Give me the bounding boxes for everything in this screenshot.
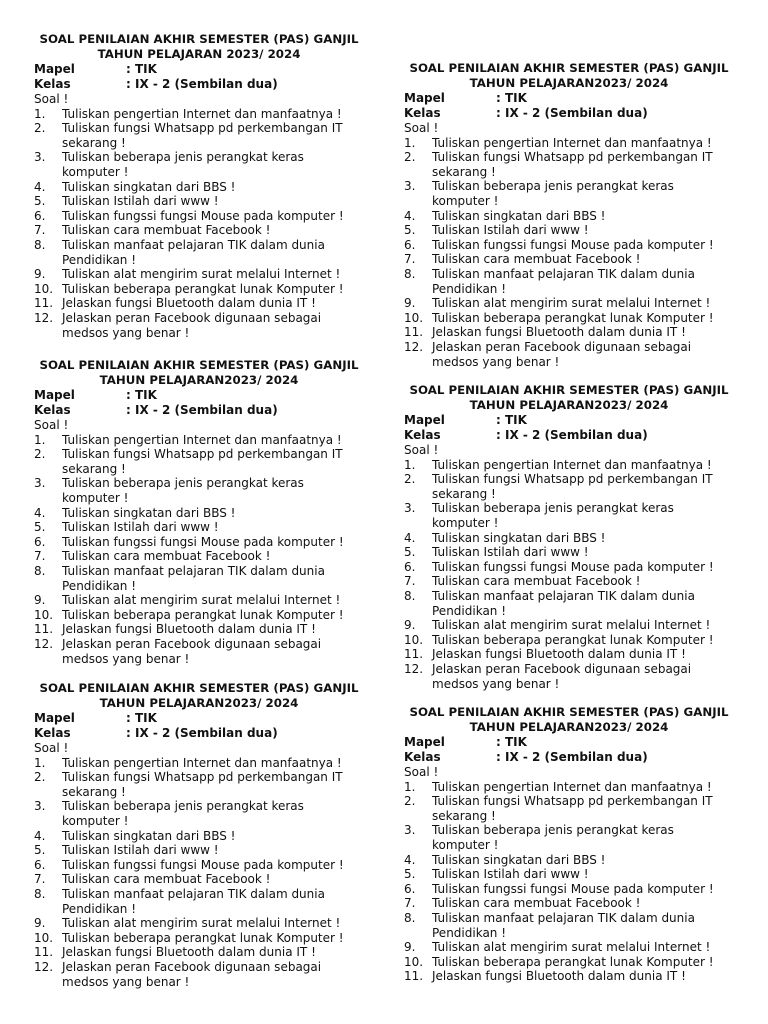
- question-number: 4.: [34, 505, 46, 520]
- question-item: [34, 622, 364, 637]
- question-number: 2.: [404, 150, 416, 165]
- question-item: [34, 223, 364, 238]
- question-number: 3.: [34, 476, 46, 491]
- question-number: 6.: [404, 559, 416, 574]
- question-item: [34, 887, 364, 916]
- question-text: Tuliskan manfaat pelajaran TIK dalam dunia Pendidikan !: [432, 266, 695, 296]
- question-number: 4.: [404, 208, 416, 223]
- question-item: [34, 799, 364, 828]
- question-item: [404, 252, 734, 267]
- question-number: 7.: [34, 872, 46, 887]
- question-item: [34, 433, 364, 448]
- exam-sheet: [404, 383, 734, 691]
- question-text: Tuliskan pengertian Internet dan manfaatnya !: [62, 432, 342, 447]
- question-text: Tuliskan alat mengirim surat melalui Internet !: [62, 593, 341, 608]
- question-number: 5.: [404, 223, 416, 238]
- question-item: [34, 296, 364, 311]
- question-number: 12.: [34, 310, 54, 325]
- question-text: Tuliskan fungsi Whatsapp pd perkembangan IT sekarang !: [62, 447, 343, 476]
- question-text: Jelaskan peran Facebook digunaan sebagai medsos yang benar !: [432, 661, 692, 691]
- question-item: [34, 506, 364, 521]
- kelas-row: Kelas : IX - 2 (Sembilan dua): [34, 726, 278, 740]
- question-number: 6.: [34, 534, 46, 549]
- exam-sheet: [404, 61, 734, 369]
- question-text: Tuliskan manfaat pelajaran TIK dalam dunia Pendidikan !: [62, 237, 325, 267]
- question-number: 10.: [34, 930, 54, 945]
- question-number: 2.: [404, 472, 416, 487]
- question-text: Tuliskan fungsi Whatsapp pd perkembangan IT sekarang !: [432, 794, 713, 823]
- question-number: 11.: [34, 296, 54, 311]
- question-item: [404, 853, 734, 868]
- mapel-row: Mapel : TIK: [404, 91, 527, 105]
- question-number: 2.: [34, 447, 46, 462]
- question-item: [404, 545, 734, 560]
- question-item: [404, 589, 734, 618]
- question-text: Tuliskan cara membuat Facebook !: [62, 223, 271, 238]
- question-text: Tuliskan beberapa jenis perangkat keras komputer !: [62, 150, 304, 179]
- question-number: 9.: [34, 267, 46, 282]
- question-text: Tuliskan fungssi fungsi Mouse pada komputer !: [62, 534, 344, 549]
- question-text: Tuliskan manfaat pelajaran TIK dalam dunia Pendidikan !: [62, 886, 325, 916]
- question-item: [34, 549, 364, 564]
- question-item: [34, 608, 364, 623]
- question-text: Jelaskan peran Facebook digunaan sebagai medsos yang benar !: [62, 310, 322, 340]
- question-item: [34, 931, 364, 946]
- question-text: Tuliskan beberapa perangkat lunak Komputer !: [432, 954, 714, 969]
- question-text: Tuliskan alat mengirim surat melalui Internet !: [432, 618, 711, 633]
- kelas-row: Kelas : IX - 2 (Sembilan dua): [404, 428, 648, 442]
- question-item: [34, 150, 364, 179]
- question-item: [34, 121, 364, 150]
- soal-label: Soal !: [404, 443, 439, 457]
- question-text: Tuliskan Istilah dari www !: [62, 194, 219, 209]
- question-item: [404, 969, 734, 984]
- question-item: [404, 179, 734, 208]
- exam-title: SOAL PENILAIAN AKHIR SEMESTER (PAS) GANJIL TAHUN PELAJARAN2023/ 2024: [409, 705, 729, 734]
- question-text: Tuliskan Istilah dari www !: [432, 545, 589, 560]
- question-text: Jelaskan peran Facebook digunaan sebagai medsos yang benar !: [432, 339, 692, 369]
- question-number: 11.: [404, 647, 424, 662]
- question-number: 10.: [34, 281, 54, 296]
- soal-label: Soal !: [404, 765, 439, 779]
- kelas-row: Kelas : IX - 2 (Sembilan dua): [34, 77, 278, 91]
- question-text: Tuliskan cara membuat Facebook !: [432, 574, 641, 589]
- question-number: 2.: [34, 121, 46, 136]
- question-number: 6.: [404, 237, 416, 252]
- question-number: 10.: [404, 954, 424, 969]
- question-item: [404, 794, 734, 823]
- question-text: Tuliskan cara membuat Facebook !: [62, 872, 271, 887]
- question-text: Tuliskan beberapa jenis perangkat keras komputer !: [62, 799, 304, 828]
- question-number: 2.: [404, 794, 416, 809]
- exam-title: SOAL PENILAIAN AKHIR SEMESTER (PAS) GANJIL TAHUN PELAJARAN2023/ 2024: [409, 383, 729, 412]
- question-text: Tuliskan beberapa jenis perangkat keras komputer !: [432, 179, 674, 208]
- question-number: 3.: [404, 823, 416, 838]
- question-text: Tuliskan fungsi Whatsapp pd perkembangan IT sekarang !: [432, 150, 713, 179]
- question-number: 3.: [34, 150, 46, 165]
- question-number: 10.: [404, 632, 424, 647]
- soal-label: Soal !: [34, 92, 69, 106]
- question-text: Tuliskan beberapa perangkat lunak Komputer !: [62, 930, 344, 945]
- question-item: [34, 267, 364, 282]
- question-item: [404, 911, 734, 940]
- exam-title: SOAL PENILAIAN AKHIR SEMESTER (PAS) GANJIL TAHUN PELAJARAN2023/ 2024: [409, 61, 729, 90]
- question-text: Tuliskan beberapa jenis perangkat keras komputer !: [432, 501, 674, 530]
- question-number: 2.: [34, 770, 46, 785]
- question-item: [404, 238, 734, 253]
- question-number: 12.: [404, 339, 424, 354]
- question-number: 5.: [34, 843, 46, 858]
- question-item: [404, 267, 734, 296]
- question-item: [404, 458, 734, 473]
- question-item: [34, 238, 364, 267]
- question-text: Tuliskan cara membuat Facebook !: [432, 252, 641, 267]
- question-item: [404, 311, 734, 326]
- question-number: 5.: [34, 194, 46, 209]
- question-text: Jelaskan peran Facebook digunaan sebagai medsos yang benar !: [62, 636, 322, 666]
- question-number: 7.: [34, 223, 46, 238]
- question-number: 1.: [404, 457, 416, 472]
- question-item: [34, 282, 364, 297]
- question-text: Tuliskan Istilah dari www !: [432, 867, 589, 882]
- question-text: Tuliskan fungssi fungsi Mouse pada komputer !: [432, 237, 714, 252]
- question-number: 1.: [404, 135, 416, 150]
- question-item: [404, 472, 734, 501]
- question-text: Tuliskan pengertian Internet dan manfaatnya !: [432, 779, 712, 794]
- question-item: [404, 296, 734, 311]
- question-text: Tuliskan alat mengirim surat melalui Internet !: [62, 267, 341, 282]
- mapel-row: Mapel : TIK: [34, 62, 157, 76]
- question-text: Tuliskan fungssi fungsi Mouse pada komputer !: [62, 857, 344, 872]
- kelas-row: Kelas : IX - 2 (Sembilan dua): [34, 403, 278, 417]
- question-number: 8.: [34, 886, 46, 901]
- question-text: Tuliskan manfaat pelajaran TIK dalam dunia Pendidikan !: [62, 563, 325, 593]
- mapel-row: Mapel : TIK: [34, 711, 157, 725]
- question-number: 12.: [34, 636, 54, 651]
- question-number: 8.: [404, 910, 416, 925]
- question-text: Tuliskan beberapa jenis perangkat keras komputer !: [62, 476, 304, 505]
- question-item: [34, 194, 364, 209]
- question-number: 7.: [34, 549, 46, 564]
- question-number: 10.: [34, 607, 54, 622]
- mapel-row: Mapel : TIK: [34, 388, 157, 402]
- question-number: 5.: [34, 520, 46, 535]
- question-text: Tuliskan fungsi Whatsapp pd perkembangan IT sekarang !: [62, 770, 343, 799]
- question-item: [404, 340, 734, 369]
- question-item: [34, 447, 364, 476]
- question-number: 3.: [34, 799, 46, 814]
- question-item: [404, 633, 734, 648]
- question-item: [34, 520, 364, 535]
- question-list: [34, 756, 364, 990]
- question-text: Tuliskan alat mengirim surat melalui Internet !: [432, 940, 711, 955]
- question-text: Jelaskan fungsi Bluetooth dalam dunia IT !: [62, 945, 316, 960]
- question-text: Tuliskan Istilah dari www !: [62, 520, 219, 535]
- question-item: [404, 955, 734, 970]
- question-text: Tuliskan singkatan dari BBS !: [62, 179, 236, 194]
- question-text: Tuliskan pengertian Internet dan manfaatnya !: [62, 755, 342, 770]
- exam-sheet: [404, 705, 734, 984]
- question-item: [34, 564, 364, 593]
- question-number: 10.: [404, 310, 424, 325]
- question-text: Tuliskan alat mengirim surat melalui Internet !: [62, 916, 341, 931]
- question-text: Tuliskan pengertian Internet dan manfaatnya !: [432, 135, 712, 150]
- question-text: Tuliskan beberapa perangkat lunak Komputer !: [432, 632, 714, 647]
- question-list: [34, 107, 364, 341]
- question-number: 4.: [404, 852, 416, 867]
- kelas-row: Kelas : IX - 2 (Sembilan dua): [404, 750, 648, 764]
- question-item: [34, 829, 364, 844]
- question-text: Tuliskan manfaat pelajaran TIK dalam dunia Pendidikan !: [432, 910, 695, 940]
- exam-title: SOAL PENILAIAN AKHIR SEMESTER (PAS) GANJIL TAHUN PELAJARAN2023/ 2024: [39, 681, 359, 710]
- question-text: Jelaskan fungsi Bluetooth dalam dunia IT !: [432, 647, 686, 662]
- question-text: Tuliskan singkatan dari BBS !: [432, 852, 606, 867]
- question-text: Tuliskan pengertian Internet dan manfaatnya !: [432, 457, 712, 472]
- question-item: [404, 940, 734, 955]
- question-item: [34, 593, 364, 608]
- question-item: [34, 180, 364, 195]
- question-number: 1.: [34, 432, 46, 447]
- question-text: Tuliskan singkatan dari BBS !: [62, 828, 236, 843]
- mapel-row: Mapel : TIK: [404, 735, 527, 749]
- question-number: 1.: [34, 755, 46, 770]
- question-item: [404, 209, 734, 224]
- question-item: [34, 960, 364, 989]
- question-item: [404, 501, 734, 530]
- question-item: [404, 780, 734, 795]
- question-item: [34, 916, 364, 931]
- question-text: Tuliskan fungsi Whatsapp pd perkembangan IT sekarang !: [432, 472, 713, 501]
- question-number: 9.: [34, 916, 46, 931]
- question-text: Tuliskan Istilah dari www !: [62, 843, 219, 858]
- question-item: [404, 531, 734, 546]
- question-text: Jelaskan fungsi Bluetooth dalam dunia IT !: [432, 969, 686, 984]
- question-text: Tuliskan fungssi fungsi Mouse pada komputer !: [432, 881, 714, 896]
- question-item: [34, 858, 364, 873]
- question-list: [404, 458, 734, 692]
- question-number: 9.: [34, 593, 46, 608]
- question-item: [404, 867, 734, 882]
- question-number: 9.: [404, 940, 416, 955]
- question-number: 8.: [404, 266, 416, 281]
- question-number: 7.: [404, 252, 416, 267]
- question-item: [404, 223, 734, 238]
- soal-label: Soal !: [34, 418, 69, 432]
- soal-label: Soal !: [34, 741, 69, 755]
- question-number: 8.: [404, 588, 416, 603]
- question-number: 11.: [34, 945, 54, 960]
- question-number: 6.: [404, 881, 416, 896]
- question-number: 1.: [34, 106, 46, 121]
- question-list: [34, 433, 364, 667]
- question-item: [34, 535, 364, 550]
- question-number: 12.: [34, 959, 54, 974]
- question-text: Jelaskan fungsi Bluetooth dalam dunia IT !: [432, 325, 686, 340]
- question-number: 11.: [404, 969, 424, 984]
- question-item: [404, 150, 734, 179]
- question-item: [404, 823, 734, 852]
- question-number: 6.: [34, 208, 46, 223]
- question-number: 9.: [404, 618, 416, 633]
- question-number: 4.: [404, 530, 416, 545]
- question-number: 4.: [34, 179, 46, 194]
- question-item: [404, 574, 734, 589]
- question-item: [404, 882, 734, 897]
- question-item: [404, 325, 734, 340]
- question-number: 5.: [404, 867, 416, 882]
- question-number: 8.: [34, 563, 46, 578]
- question-item: [404, 618, 734, 633]
- question-number: 9.: [404, 296, 416, 311]
- question-item: [404, 647, 734, 662]
- soal-label: Soal !: [404, 121, 439, 135]
- question-text: Jelaskan fungsi Bluetooth dalam dunia IT !: [62, 296, 316, 311]
- question-text: Jelaskan fungsi Bluetooth dalam dunia IT !: [62, 622, 316, 637]
- question-number: 1.: [404, 779, 416, 794]
- kelas-row: Kelas : IX - 2 (Sembilan dua): [404, 106, 648, 120]
- question-item: [34, 843, 364, 858]
- question-text: Tuliskan pengertian Internet dan manfaatnya !: [62, 106, 342, 121]
- question-item: [34, 637, 364, 666]
- question-text: Tuliskan beberapa jenis perangkat keras komputer !: [432, 823, 674, 852]
- question-number: 12.: [404, 661, 424, 676]
- question-text: Tuliskan manfaat pelajaran TIK dalam dunia Pendidikan !: [432, 588, 695, 618]
- question-item: [404, 896, 734, 911]
- question-text: Tuliskan beberapa perangkat lunak Komputer !: [62, 607, 344, 622]
- question-item: [404, 136, 734, 151]
- question-text: Tuliskan beberapa perangkat lunak Komputer !: [62, 281, 344, 296]
- question-text: Jelaskan peran Facebook digunaan sebagai medsos yang benar !: [62, 959, 322, 989]
- question-number: 8.: [34, 237, 46, 252]
- question-text: Tuliskan singkatan dari BBS !: [62, 505, 236, 520]
- question-text: Tuliskan fungssi fungsi Mouse pada komputer !: [432, 559, 714, 574]
- question-number: 5.: [404, 545, 416, 560]
- question-item: [404, 662, 734, 691]
- question-text: Tuliskan fungssi fungsi Mouse pada komputer !: [62, 208, 344, 223]
- exam-sheet: [34, 32, 364, 340]
- question-list: [404, 136, 734, 370]
- question-item: [34, 770, 364, 799]
- exam-sheet: [34, 681, 364, 989]
- question-item: [34, 107, 364, 122]
- question-item: [34, 476, 364, 505]
- question-text: Tuliskan Istilah dari www !: [432, 223, 589, 238]
- question-text: Tuliskan beberapa perangkat lunak Komputer !: [432, 310, 714, 325]
- question-item: [34, 209, 364, 224]
- question-item: [34, 756, 364, 771]
- question-number: 3.: [404, 179, 416, 194]
- question-number: 7.: [404, 574, 416, 589]
- exam-sheet: [34, 358, 364, 666]
- question-item: [34, 945, 364, 960]
- question-item: [404, 560, 734, 575]
- question-item: [34, 872, 364, 887]
- question-text: Tuliskan singkatan dari BBS !: [432, 530, 606, 545]
- question-text: Tuliskan alat mengirim surat melalui Internet !: [432, 296, 711, 311]
- exam-title: SOAL PENILAIAN AKHIR SEMESTER (PAS) GANJIL TAHUN PELAJARAN2023/ 2024: [39, 358, 359, 387]
- mapel-row: Mapel : TIK: [404, 413, 527, 427]
- question-list: [404, 780, 734, 984]
- question-text: Tuliskan singkatan dari BBS !: [432, 208, 606, 223]
- question-number: 7.: [404, 896, 416, 911]
- question-number: 3.: [404, 501, 416, 516]
- question-item: [34, 311, 364, 340]
- question-number: 4.: [34, 828, 46, 843]
- question-number: 11.: [404, 325, 424, 340]
- question-text: Tuliskan cara membuat Facebook !: [432, 896, 641, 911]
- question-text: Tuliskan cara membuat Facebook !: [62, 549, 271, 564]
- exam-title: SOAL PENILAIAN AKHIR SEMESTER (PAS) GANJIL TAHUN PELAJARAN 2023/ 2024: [39, 32, 359, 61]
- question-number: 6.: [34, 857, 46, 872]
- question-text: Tuliskan fungsi Whatsapp pd perkembangan IT sekarang !: [62, 121, 343, 150]
- question-number: 11.: [34, 622, 54, 637]
